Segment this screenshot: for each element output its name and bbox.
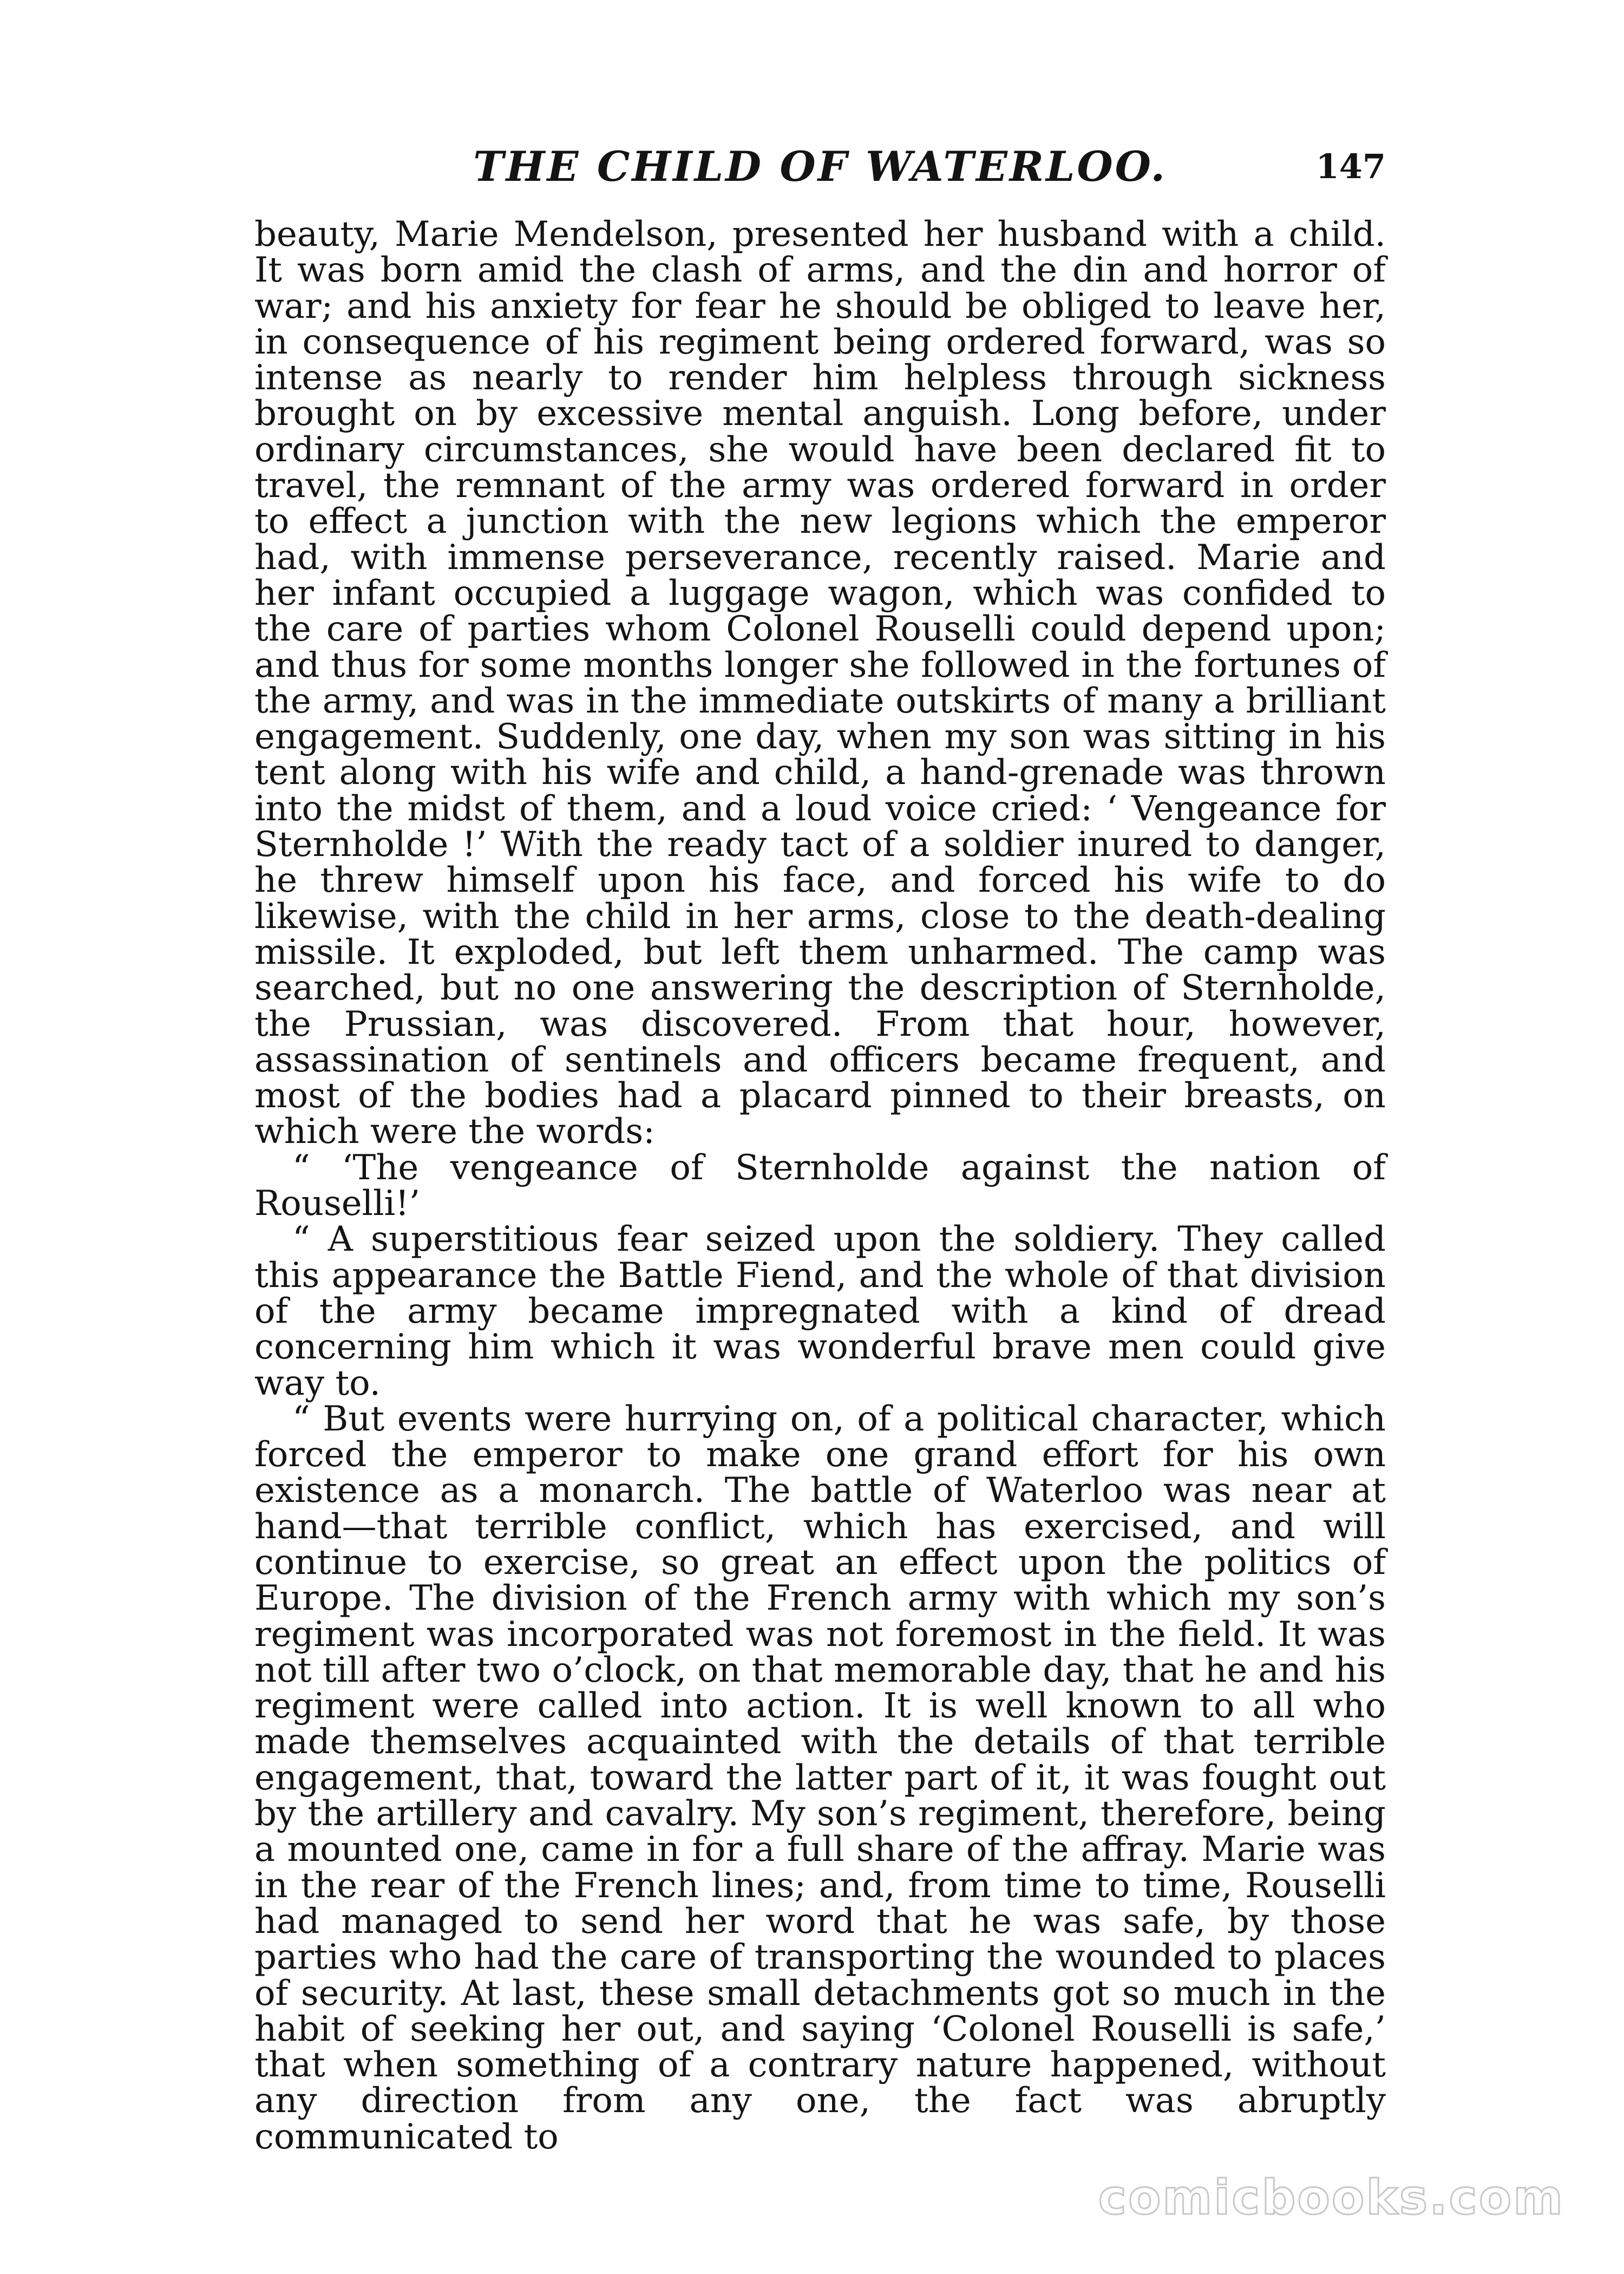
paragraph-3: “ A superstitious fear seized upon the soldiery. They called this appearance the Battle Fiend, and the whole of that division of the army became impregnated with a kind of dread concerning him which it was wonderful brave men could give way to. (254, 1219, 1386, 1403)
running-head (254, 140, 1386, 199)
body-text (254, 214, 1386, 2157)
running-title: THE CHILD OF WATERLOO. (473, 142, 1167, 191)
paragraph-4: “ But events were hurrying on, of a political character, which forced the emperor to make one grand effort for his own existence as a monarch. The battle of Waterloo was near at hand—that terrible conflict, which has exercised, and will continue to exercise, so great an effect upon the politics of Europe. The division of the French army with which my son’s regiment was incorporated was not foremost in the field. It was not till after two o’clock, on that memorable day, that he and his regiment were called into action. It is well known to all who made themselves acquainted with the details of that terrible engagement, that, toward the latter part of it, it was fought out by the artillery and cavalry. My son’s regiment, therefore, being a mounted one, came in for a full share of the affray. Marie was in the rear of the French lines; and, from time to time, Rouselli had managed to send her word that he was safe, by those parties who had the care of transporting the wounded to places of security. At last, these small detachments got so much in the habit of seeking her out, and saying ‘Colonel Rouselli is safe,’ that when something of a contrary nature happened, without any direction from any one, the fact was abruptly communicated to (254, 1399, 1386, 2157)
paragraph-1: beauty, Marie Mendelson, presented her husband with a child. It was born amid the clash of arms, and the din and horror of war; and his anxiety for fear he should be obliged to leave her, in consequence of his regiment being ordered forward, was so intense as nearly to render him helpless through sickness brought on by excessive mental anguish. Long before, under ordinary circumstances, she would have been declared fit to travel, the remnant of the army was ordered forward in order to effect a junction with the new legions which the emperor had, with immense perseverance, recently raised. Marie and her infant occupied a luggage wagon, which was confided to the care of parties whom Colonel Rouselli could depend upon; and thus for some months longer she followed in the fortunes of the army, and was in the immediate outskirts of many a brilliant engagement. Suddenly, one day, when my son was sitting in his tent along with his wife and child, a hand-grenade was thrown into the midst of them, and a loud voice cried: ‘ Vengeance for Sternholde !’ With the ready tact of a soldier inured to danger, he threw himself upon his face, and forced his wife to do likewise, with the child in her arms, close to the death-dealing missile. It exploded, but left them unharmed. The camp was searched, but no one answering the description of Sternholde, the Prussian, was discovered. From that hour, however, assassination of sentinels and officers became frequent, and most of the bodies had a placard pinned to their breasts, on which were the words: (254, 214, 1386, 1152)
page-number: 147 (1315, 147, 1386, 186)
paragraph-2: “ ‘The vengeance of Sternholde against the nation of Rouselli!’ (254, 1147, 1386, 1224)
watermark: comicbooks.com (1098, 2170, 1564, 2225)
